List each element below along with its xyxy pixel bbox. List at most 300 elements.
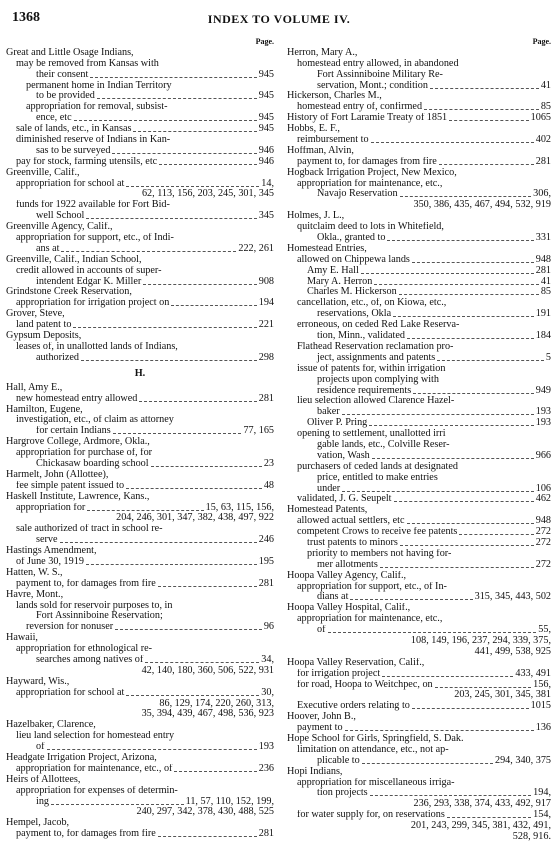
index-entry-line <box>287 189 551 200</box>
entry-text: vation, Wash <box>317 450 370 461</box>
leader-dots <box>424 102 539 110</box>
page-refs: 908 <box>258 276 274 287</box>
entry-text: appropriation for ethnological re- <box>16 644 153 655</box>
page-refs: 240, 297, 342, 378, 430, 488, 525 <box>136 807 274 818</box>
index-entry-line <box>6 266 274 277</box>
entry-text: Greenville, Calif., Indian School, <box>6 254 142 265</box>
entry-text: land patent to <box>16 320 72 331</box>
page-refs: 236, 293, 338, 374, 433, 492, 917 <box>413 799 551 810</box>
index-entry-line <box>6 557 274 568</box>
leader-dots <box>171 298 256 306</box>
entry-text: authorized <box>36 352 79 363</box>
page-refs: 191 <box>535 309 551 320</box>
entry-text: erroneous, on ceded Red Lake Reserva- <box>297 320 460 331</box>
entry-text: ject, assignments and patents <box>317 352 436 363</box>
index-entry-line <box>6 470 274 481</box>
leader-dots <box>60 535 257 543</box>
index-entry-line <box>6 720 274 731</box>
entry-text: Greenville, Calif., <box>6 167 80 178</box>
entry-text: Grover, Steve, <box>6 309 65 320</box>
page-refs: 236 <box>258 763 274 774</box>
leader-dots <box>399 287 539 295</box>
entry-text: Fort Assinniboine Military Re- <box>317 69 443 80</box>
index-entry-line <box>6 666 274 677</box>
index-entry-line <box>6 601 274 612</box>
entry-text: appropriation for purchase of, for <box>16 448 153 459</box>
leader-dots <box>126 481 262 489</box>
index-entry-line <box>6 633 274 644</box>
index-entry-line <box>6 699 274 710</box>
page-refs: 306, <box>533 189 551 200</box>
entry-text: leases of, in unallotted lands of Indians, <box>16 341 178 352</box>
leader-dots <box>342 407 534 415</box>
index-entry-line <box>6 222 274 233</box>
index-entry-line <box>287 157 551 168</box>
entry-text: projects upon complying with <box>317 374 439 385</box>
leader-dots <box>74 113 257 121</box>
entry-text: Hoffman, Alvin, <box>287 145 354 156</box>
index-entry-line <box>6 255 274 266</box>
page-refs: 62, 113, 156, 203, 245, 301, 345 <box>141 189 274 200</box>
entry-text: Charles M. Hickerson <box>307 287 397 298</box>
index-entry-line <box>6 426 274 437</box>
index-entry-line <box>6 81 274 92</box>
entry-text: reversion for nonuser <box>26 622 114 633</box>
entry-text: Harmelt, John (Allottee), <box>6 469 109 480</box>
page-column-label: Page. <box>532 37 551 46</box>
page-refs: 106 <box>535 483 551 494</box>
page-refs: 42, 140, 180, 360, 506, 522, 931 <box>141 665 274 676</box>
page-number: 1368 <box>12 10 40 25</box>
leader-dots <box>362 756 493 764</box>
page-header <box>0 10 558 28</box>
index-entry-line <box>287 59 551 70</box>
entry-text: Hoopa Valley Reservation, Calif., <box>287 657 425 668</box>
index-entry-line <box>6 546 274 557</box>
index-entry-line <box>287 745 551 756</box>
entry-text: Homestead Patents, <box>287 505 368 516</box>
index-entry-line <box>6 742 274 753</box>
index-entry-line <box>287 832 551 843</box>
page-refs: 272 <box>535 559 551 570</box>
index-entry-line <box>287 712 551 723</box>
entry-text: Hoopa Valley Agency, Calif., <box>287 570 407 581</box>
page-refs: 204, 246, 301, 347, 382, 438, 497, 922 <box>116 513 274 524</box>
leader-dots <box>413 386 534 394</box>
index-entry-line <box>287 440 551 451</box>
index-entry-line <box>6 287 274 298</box>
index-entry-line <box>6 655 274 666</box>
entry-text: diminished reserve of Indians in Kan- <box>16 135 171 146</box>
page-refs: 85 <box>540 287 551 298</box>
leader-dots <box>345 723 534 731</box>
leader-dots <box>394 494 534 502</box>
entry-text: mer allotments <box>317 559 378 570</box>
leader-dots <box>158 829 257 837</box>
entry-text: Chickasaw boarding school <box>36 458 149 469</box>
index-column-left <box>6 37 274 840</box>
index-entry-line <box>6 244 274 255</box>
index-entry-line <box>287 582 551 593</box>
entry-text: lieu selection allowed Clarence Hazel- <box>297 396 455 407</box>
leader-dots <box>151 459 262 467</box>
page-refs: 945 <box>258 91 274 102</box>
entry-text: homestead entry allowed, in abandoned <box>297 58 459 69</box>
entry-text: Hall, Amy E., <box>6 382 63 393</box>
page-refs: 966 <box>535 450 551 461</box>
index-entry-line <box>6 568 274 579</box>
page-refs: 136 <box>535 723 551 734</box>
page-refs: 294, 340, 375 <box>494 755 551 766</box>
index-entry-line <box>6 211 274 222</box>
entry-text: Navajo Reservation <box>317 189 398 200</box>
index-entry-line <box>6 59 274 70</box>
index-entry-line <box>6 124 274 135</box>
index-entry-line <box>6 102 274 113</box>
page-refs: 281 <box>258 578 274 589</box>
index-entry-line <box>287 549 551 560</box>
entry-text: sas to be surveyed <box>36 145 111 156</box>
index-entry-line <box>6 688 274 699</box>
page-refs: 221 <box>258 320 274 331</box>
entry-text: reservations, Okla <box>317 309 392 320</box>
leader-dots <box>374 277 538 285</box>
entry-text: Hickerson, Charles M., <box>287 91 382 102</box>
index-entry-line <box>6 394 274 405</box>
entry-text: plicable to <box>317 755 360 766</box>
leader-dots <box>412 255 534 263</box>
leader-dots <box>382 669 513 677</box>
entry-text: appropriation for support, etc., of Indi- <box>16 233 174 244</box>
entry-text: Homestead Entries, <box>287 243 367 254</box>
index-entry-line <box>6 731 274 742</box>
index-entry-line <box>287 734 551 745</box>
page-refs: 441, 499, 538, 925 <box>474 646 551 657</box>
entry-text: appropriation for <box>16 502 86 513</box>
index-column-right <box>287 37 551 843</box>
index-entry-line <box>287 353 551 364</box>
entry-text: ence, etc <box>36 113 72 124</box>
page-refs: 14, <box>261 178 274 189</box>
leader-dots <box>73 320 256 328</box>
entry-text: History of Fort Laramie Treaty of 1851 <box>287 113 448 124</box>
index-entry-line <box>287 821 551 832</box>
leader-dots <box>86 557 257 565</box>
index-entry-line <box>287 429 551 440</box>
page-refs: 23 <box>263 458 274 469</box>
leader-dots <box>342 484 534 492</box>
index-entry-line <box>287 603 551 614</box>
leader-dots <box>126 688 259 696</box>
index-entry-line <box>287 527 551 538</box>
index-entry-line <box>6 200 274 211</box>
page-refs: 41 <box>540 276 551 287</box>
entry-text: Okla., granted to <box>317 233 386 244</box>
page-refs: 86, 129, 174, 220, 260, 313, <box>159 698 274 709</box>
entry-text: to be provided <box>36 91 95 102</box>
page-refs: 331 <box>535 233 551 244</box>
index-entry-line <box>287 179 551 190</box>
entry-text: their consent <box>36 69 89 80</box>
index-entry-line <box>287 244 551 255</box>
index-entry-line <box>6 764 274 775</box>
entry-text: Hope School for Girls, Springfield, S. Dak. <box>287 734 464 744</box>
index-entry-line <box>287 277 551 288</box>
leader-dots <box>143 277 256 285</box>
entry-text: Gypsum Deposits, <box>6 331 82 342</box>
entry-text: homestead entry of, confirmed <box>297 102 423 113</box>
entry-text: Oliver P. Pring <box>307 418 368 429</box>
index-entry-line <box>287 375 551 386</box>
page-refs: 948 <box>535 516 551 527</box>
index-entry-line <box>287 255 551 266</box>
page-refs: 315, 345, 443, 502 <box>474 592 551 603</box>
entry-text: of June 30, 1919 <box>16 556 84 567</box>
index-entry-line <box>287 364 551 375</box>
index-entry-line <box>287 168 551 179</box>
index-entry-line <box>287 494 551 505</box>
leader-dots <box>159 157 257 165</box>
entry-text: Flathead Reservation reclamation pro- <box>297 341 454 352</box>
index-entry-line <box>287 342 551 353</box>
index-entry-line <box>287 778 551 789</box>
leader-dots <box>400 538 534 546</box>
page-refs: 195 <box>258 556 274 567</box>
leader-dots <box>407 516 534 524</box>
entry-text: sale of lands, etc., in Kansas <box>16 124 132 135</box>
index-entry-line <box>6 709 274 720</box>
index-entry-line <box>287 658 551 669</box>
leader-dots <box>126 179 259 187</box>
entry-text: Executive orders relating to <box>297 701 410 712</box>
leader-dots <box>158 579 257 587</box>
entry-text: limitation on attendance, etc., not ap- <box>297 744 449 755</box>
leader-dots <box>380 560 534 568</box>
leader-dots <box>61 244 236 252</box>
page-refs: 154, <box>533 810 551 821</box>
index-entry-line <box>287 614 551 625</box>
leader-dots <box>369 418 533 426</box>
index-entry-line <box>6 331 274 342</box>
index-entry-line <box>6 168 274 179</box>
index-entry-line <box>287 91 551 102</box>
index-entry-line <box>287 592 551 603</box>
leader-dots <box>139 394 256 402</box>
index-entry-line <box>287 407 551 418</box>
index-entry-line <box>287 636 551 647</box>
index-entry-line <box>287 331 551 342</box>
index-entry-line <box>287 560 551 571</box>
index-entry-line <box>6 753 274 764</box>
page-refs: 194, <box>533 788 551 799</box>
index-entry-line <box>287 200 551 211</box>
index-entry-line <box>6 233 274 244</box>
index-entry-line <box>6 535 274 546</box>
leader-dots <box>407 331 534 339</box>
index-entry-line <box>6 492 274 503</box>
entry-text: Hamilton, Eugene, <box>6 404 83 415</box>
entry-text: Hoopa Valley Hospital, Calif., <box>287 603 411 614</box>
index-entry-line <box>287 538 551 549</box>
index-entry-line <box>287 799 551 810</box>
index-entry-line <box>6 775 274 786</box>
leader-dots <box>371 135 534 143</box>
index-entry-line <box>6 459 274 470</box>
entry-text: validated, J. G. Seupelt <box>297 494 392 505</box>
index-entry-line <box>6 622 274 633</box>
index-entry-line <box>287 516 551 527</box>
entry-text: appropriation for school at <box>16 687 125 698</box>
page-refs: 272 <box>535 537 551 548</box>
entry-text: for irrigation project <box>297 668 381 679</box>
index-entry-line <box>6 309 274 320</box>
leader-dots <box>412 701 529 709</box>
index-entry-line <box>287 625 551 636</box>
entry-text: Hawaii, <box>6 633 38 644</box>
page-refs: 48 <box>263 480 274 491</box>
page-refs: 1065 <box>530 113 551 124</box>
entry-text: priority to members not having for- <box>307 548 452 559</box>
entry-text: payment to, for damages from fire <box>16 829 156 840</box>
leader-dots <box>87 503 203 511</box>
index-entry-line <box>287 309 551 320</box>
section-letter: H. <box>134 367 146 379</box>
leader-dots <box>113 426 242 434</box>
entry-text: Hazelbaker, Clarence, <box>6 720 96 731</box>
entry-text: permanent home in Indian Territory <box>26 80 172 91</box>
index-entry-line <box>6 320 274 331</box>
leader-dots <box>350 592 472 600</box>
entry-text: Fort Assinniboine Reservation; <box>36 611 163 622</box>
index-entry-line <box>287 571 551 582</box>
page-refs: 55, <box>538 625 551 636</box>
leader-dots <box>393 309 534 317</box>
leader-dots <box>370 788 532 796</box>
index-entry-line <box>287 473 551 484</box>
leader-dots <box>97 91 257 99</box>
index-entry-line <box>287 135 551 146</box>
page-refs: 272 <box>535 527 551 538</box>
page-refs: 193 <box>258 742 274 753</box>
index-entry-line <box>6 405 274 416</box>
index-entry-line <box>6 677 274 688</box>
entry-text: sale authorized of tract in school re- <box>16 524 163 535</box>
index-entry-line <box>287 320 551 331</box>
entry-text: Hatten, W. S., <box>6 567 63 578</box>
entry-text: Holmes, J. L., <box>287 211 345 222</box>
index-entry-line <box>6 524 274 535</box>
index-entry-line <box>287 396 551 407</box>
entry-text: for certain Indians <box>36 426 111 437</box>
page-refs: 350, 386, 435, 467, 494, 532, 919 <box>413 200 551 211</box>
index-entry-line <box>287 124 551 135</box>
index-entry-line <box>6 644 274 655</box>
index-entry-line <box>287 48 551 59</box>
index-entry-line <box>287 386 551 397</box>
page-refs: 1015 <box>530 701 551 712</box>
entry-text: payment to <box>297 723 343 734</box>
leader-dots <box>51 797 184 805</box>
page-refs: 402 <box>535 135 551 146</box>
page-refs: 246 <box>258 535 274 546</box>
index-entry-line <box>6 807 274 818</box>
index-entry-line <box>6 383 274 394</box>
entry-text: well School <box>36 211 85 222</box>
entry-text: issue of patents for, within irrigation <box>297 363 446 374</box>
entry-text: pay for stock, farming utensils, etc <box>16 156 158 167</box>
entry-text: competent Crows to receive fee patents <box>297 527 458 538</box>
entry-text: Haskell Institute, Lawrence, Kans., <box>6 491 150 502</box>
entry-text: funds for 1922 available for Fort Bid- <box>16 200 170 211</box>
index-entry-line <box>287 233 551 244</box>
page-refs: 281 <box>258 829 274 840</box>
index-entry-line <box>287 211 551 222</box>
entry-text: tion, Minn., validated <box>317 331 405 342</box>
entry-text: appropriation for expenses of determin- <box>16 785 178 796</box>
page-refs: 949 <box>535 385 551 396</box>
entry-text: appropriation for school at <box>16 178 125 189</box>
index-entry-line <box>6 189 274 200</box>
entry-text: Herron, Mary A., <box>287 47 358 58</box>
entry-text: appropriation for maintenance, etc., of <box>16 763 173 774</box>
leader-dots <box>90 70 256 78</box>
page-refs: 193 <box>535 418 551 429</box>
index-entry-line <box>6 48 274 59</box>
index-entry-line <box>6 113 274 124</box>
entry-text: reimbursement to <box>297 135 369 146</box>
page-refs: 946 <box>258 156 274 167</box>
index-entry-line <box>287 701 551 712</box>
page-refs: 462 <box>535 494 551 505</box>
leader-dots <box>112 146 256 154</box>
leader-dots <box>439 157 534 165</box>
index-entry-line <box>287 222 551 233</box>
entry-text: payment to, for damages from fire <box>16 578 156 589</box>
leader-dots <box>174 764 256 772</box>
index-entry-line <box>6 448 274 459</box>
index-entry-line <box>287 146 551 157</box>
page-refs: 281 <box>535 265 551 276</box>
entry-text: Hempel, Jacob, <box>6 818 70 829</box>
index-entry-line <box>6 437 274 448</box>
entry-text: allowed on Chippewa lands <box>297 254 410 265</box>
entry-text: Hopi Indians, <box>287 766 343 777</box>
entry-text: investigation, etc., of claim as attorney <box>16 415 174 426</box>
entry-text: Hastings Amendment, <box>6 546 97 557</box>
page-refs: 85 <box>540 102 551 113</box>
entry-text: payment to, for damages from fire <box>297 156 437 167</box>
entry-text: Hobbs, E. F., <box>287 124 340 135</box>
page-refs: 281 <box>258 393 274 404</box>
leader-dots <box>145 655 259 663</box>
leader-dots <box>47 742 257 750</box>
entry-text: credit allowed in accounts of super- <box>16 265 162 276</box>
entry-text: for road, Hoopa to Weitchpec, on <box>297 679 433 690</box>
index-entry-line <box>287 70 551 81</box>
index-entry-line <box>287 287 551 298</box>
index-entry-line <box>6 353 274 364</box>
entry-text: Great and Little Osage Indians, <box>6 47 134 58</box>
leader-dots <box>459 527 533 535</box>
leader-dots <box>400 189 532 197</box>
page-refs: 35, 394, 439, 467, 498, 536, 923 <box>141 709 274 720</box>
leader-dots <box>447 810 531 818</box>
leader-dots <box>86 211 256 219</box>
page-refs: 15, 63, 115, 156, <box>205 502 274 513</box>
entry-text: allowed actual settlers, etc <box>297 516 405 527</box>
index-entry-line <box>287 298 551 309</box>
entry-text: Hayward, Wis., <box>6 676 70 687</box>
